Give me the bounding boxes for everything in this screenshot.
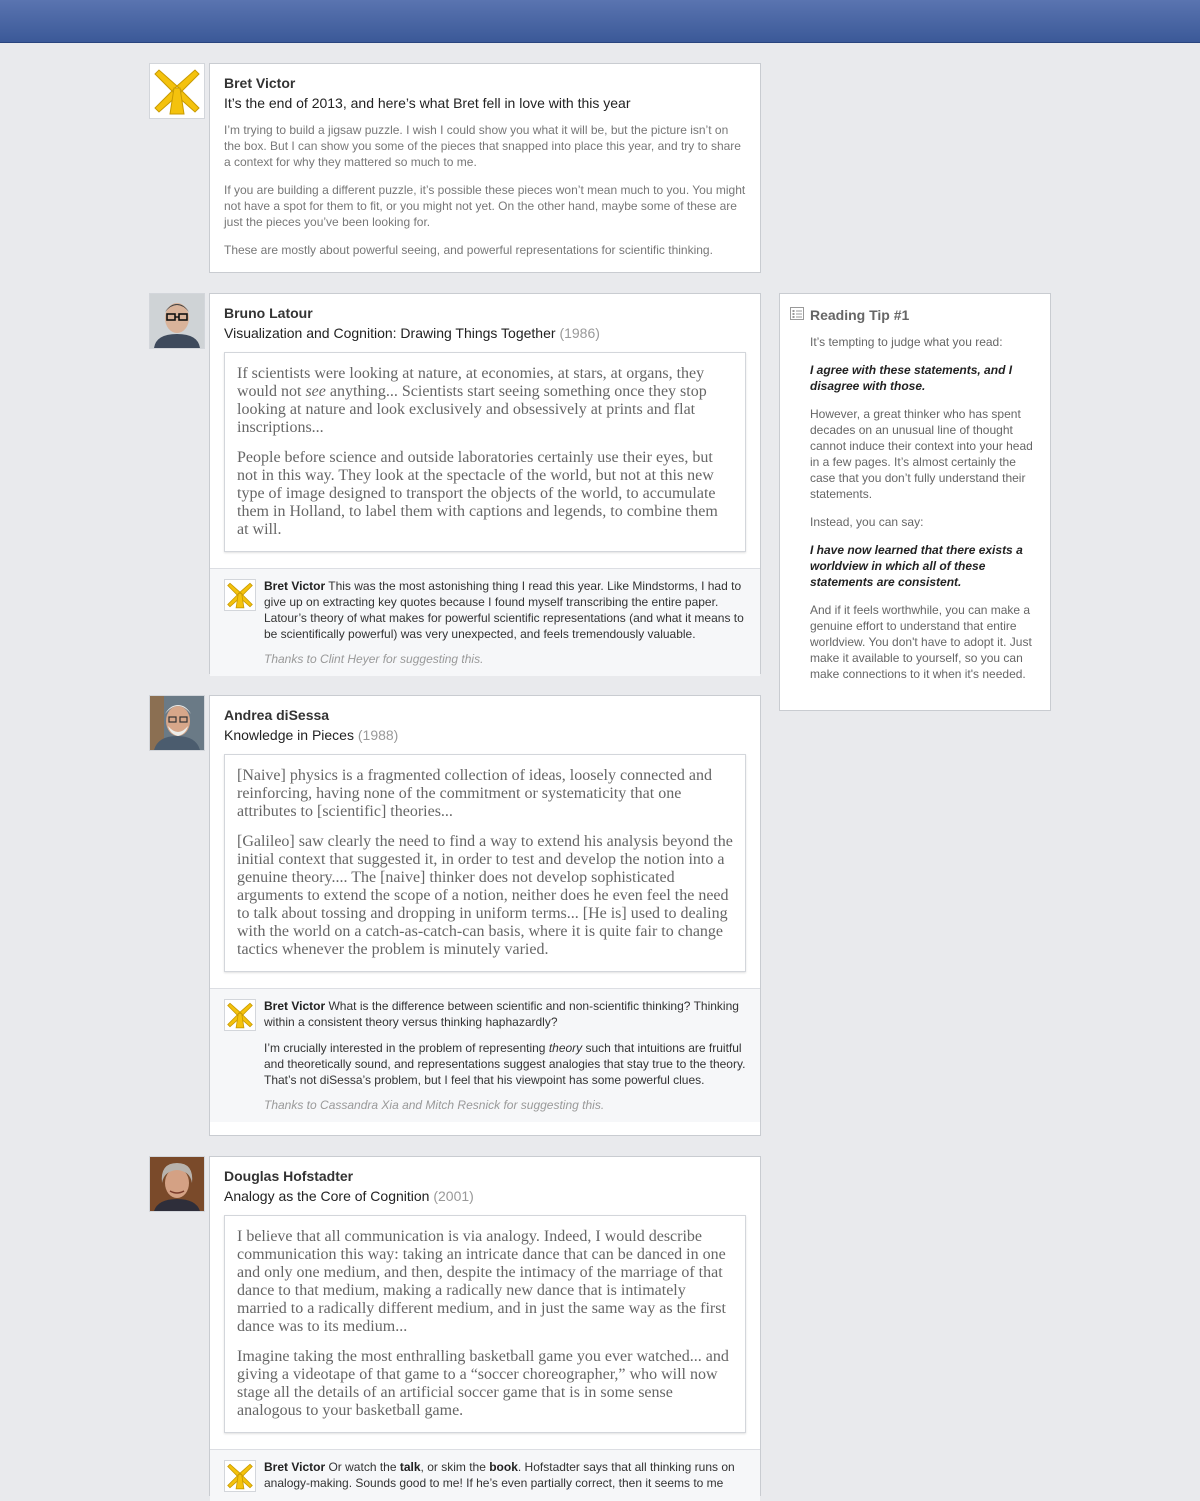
comment-text: Bret Victor Or watch the talk, or skim the book. Hofstadter says that all thinking runs on analogy-making. Sounds good to me! If he’s even partially correct, then it seems to me	[264, 1460, 735, 1490]
comment-author[interactable]: Bret Victor	[264, 579, 326, 593]
tip-emphasis: I have now learned that there exists a worldview in which all of these statements are consistent.	[810, 543, 1023, 589]
person-photo-icon	[150, 294, 204, 348]
intro-paragraph: These are mostly about powerful seeing, and powerful representations for scientific thinking.	[224, 243, 713, 257]
windmill-icon	[225, 1461, 255, 1491]
post-card	[209, 695, 761, 1136]
person-photo-icon	[150, 696, 204, 750]
post-title	[224, 324, 746, 342]
windmill-icon	[150, 64, 204, 118]
reading-tip-heading: Reading Tip #1	[790, 306, 1036, 324]
comment	[210, 1449, 760, 1501]
intro-paragraph: I’m trying to build a jigsaw puzzle. I wish I could show you what it will be, but the picture isn’t on the box. But I can show you some of the pieces that snapped into place this year, and try to share a context for why they mattered so much to me.	[224, 123, 741, 169]
top-bar	[0, 0, 1200, 43]
thanks-note: Thanks to Clint Heyer for suggesting this.	[264, 652, 484, 666]
avatar[interactable]	[149, 63, 205, 119]
windmill-icon	[225, 580, 255, 610]
title-text[interactable]: Visualization and Cognition: Drawing Things Together	[224, 325, 556, 341]
post-intro-text	[224, 122, 746, 258]
comment-avatar[interactable]	[224, 999, 256, 1031]
quote-paragraph: [Galileo] saw clearly the need to find a way to extend his analysis beyond the initial context that suggested it, in order to test and develop the notion into a genuine theory.... The [naive] thinker does not develop sophisticated arguments to extend the scope of a notion, neither does he even feel the need to talk about tossing and dropping in uniform terms... [He is] used to dealing with the world on a catch-as-catch-can basis, where it is quite fair to change tactics whenever the problem is minutely varied.	[237, 833, 733, 958]
post-year: (1988)	[357, 727, 399, 743]
post-author[interactable]: Andrea diSessa	[224, 707, 330, 723]
list-icon	[790, 307, 804, 320]
tip-paragraph: However, a great thinker who has spent decades on an unusual line of thought cannot induce their context into your head in a few pages. It’s almost certainly the case that you don’t fully understand their statements.	[810, 407, 1033, 501]
post-author[interactable]: Bruno Latour	[224, 305, 313, 321]
comment-author[interactable]: Bret Victor	[264, 1460, 326, 1474]
avatar[interactable]	[149, 1156, 205, 1212]
tip-paragraph: It’s tempting to judge what you read:	[810, 335, 1003, 349]
person-photo-icon	[150, 1157, 204, 1211]
comment-text: Bret Victor This was the most astonishing thing I read this year. Like Mindstorms, I had to give up on extracting key quotes because I found myself transcribing the entire paper. Latour’s theory of what makes for powerful scientific representations (and what it means to be scientifically powerful) was very unexpected, and feels tremendously valuable.	[264, 579, 744, 641]
quote-paragraph: [Naive] physics is a fragmented collection of ideas, loosely connected and reinforcing, having none of the commitment or systematicity that one attributes to [scientific] theories...	[237, 767, 712, 820]
post-title: It’s the end of 2013, and here’s what Bret fell in love with this year	[224, 95, 631, 111]
post-card	[209, 63, 761, 273]
post-year: (2001)	[433, 1188, 474, 1204]
comment	[210, 988, 760, 1122]
tip-emphasis: I agree with these statements, and I disagree with those.	[810, 363, 1013, 393]
tip-paragraph: And if it feels worthwhile, you can make a genuine effort to understand that entire worldview. You don't have to adopt it. Just make it available to yourself, so you can make connections to it when it's needed.	[810, 603, 1032, 681]
post-card	[209, 293, 761, 674]
quote-paragraph: Imagine taking the most enthralling basketball game you ever watched... and giving a videotape of that game to a “soccer choreographer,” who will now stage all the details of an artificial soccer game that is in some sense analogous to your basketball game.	[237, 1348, 729, 1419]
comment-text: Bret Victor What is the difference between scientific and non-scientific thinking? Thinking within a consistent theory versus thinking haphazardly? I’m crucially interested in the problem of representing theory such that intuitions are fruitful and theoretically sound, and representations suggest analogies that stay true to the theory. That’s not diSessa’s problem, but I feel that his viewpoint has some powerful clues.	[264, 999, 746, 1087]
reading-tip-body	[790, 334, 1036, 682]
comment	[210, 568, 760, 676]
quote-box	[224, 754, 746, 972]
post-card	[209, 1156, 761, 1496]
title-text[interactable]: Knowledge in Pieces	[224, 727, 354, 743]
windmill-icon	[225, 1000, 255, 1030]
intro-paragraph: If you are building a different puzzle, it’s possible these pieces won’t mean much to you. You might not have a spot for them to fit, or you might not yet. On the other hand, maybe some of these are just the pieces you’ve been looking for.	[224, 183, 746, 229]
comment-avatar[interactable]	[224, 579, 256, 611]
avatar[interactable]	[149, 293, 205, 349]
quote-box	[224, 352, 746, 552]
comment-avatar[interactable]	[224, 1460, 256, 1492]
post-author[interactable]: Douglas Hofstadter	[224, 1168, 354, 1184]
post-year: (1986)	[559, 325, 600, 341]
post-title	[224, 1187, 746, 1205]
avatar[interactable]	[149, 695, 205, 751]
post-author[interactable]: Bret Victor	[224, 75, 296, 91]
talk-link[interactable]: talk	[399, 1460, 421, 1474]
comment-author[interactable]: Bret Victor	[264, 999, 326, 1013]
quote-paragraph: People before science and outside laboratories certainly use their eyes, but not in this way. They look at the spectacle of the world, but not at this new type of image designed to transport the objects of the world, to accumulate them in Holland, to label them with captions and legends, to combine them at will.	[237, 449, 718, 538]
book-link[interactable]: book	[489, 1460, 518, 1474]
reading-tip-card	[779, 293, 1051, 711]
quote-paragraph: If scientists were looking at nature, at economies, at stars, at organs, they would not see anything... Scientists start seeing something once they stop looking at nature and look exclusively and obsessively at prints and flat inscriptions...	[237, 365, 707, 436]
post-title	[224, 726, 746, 744]
quote-paragraph: I believe that all communication is via analogy. Indeed, I would describe communication this way: taking an intricate dance that can be danced in one and only one medium, and then, despite the intimacy of the marriage of that dance to that medium, making a radically new dance that is intimately married to a radically different medium, and in just the same way as the first dance was to its medium...	[237, 1228, 726, 1335]
tip-paragraph: Instead, you can say:	[810, 515, 924, 529]
quote-box	[224, 1215, 746, 1433]
title-text[interactable]: Analogy as the Core of Cognition	[224, 1188, 430, 1204]
thanks-note: Thanks to Cassandra Xia and Mitch Resnick for suggesting this.	[264, 1098, 605, 1112]
